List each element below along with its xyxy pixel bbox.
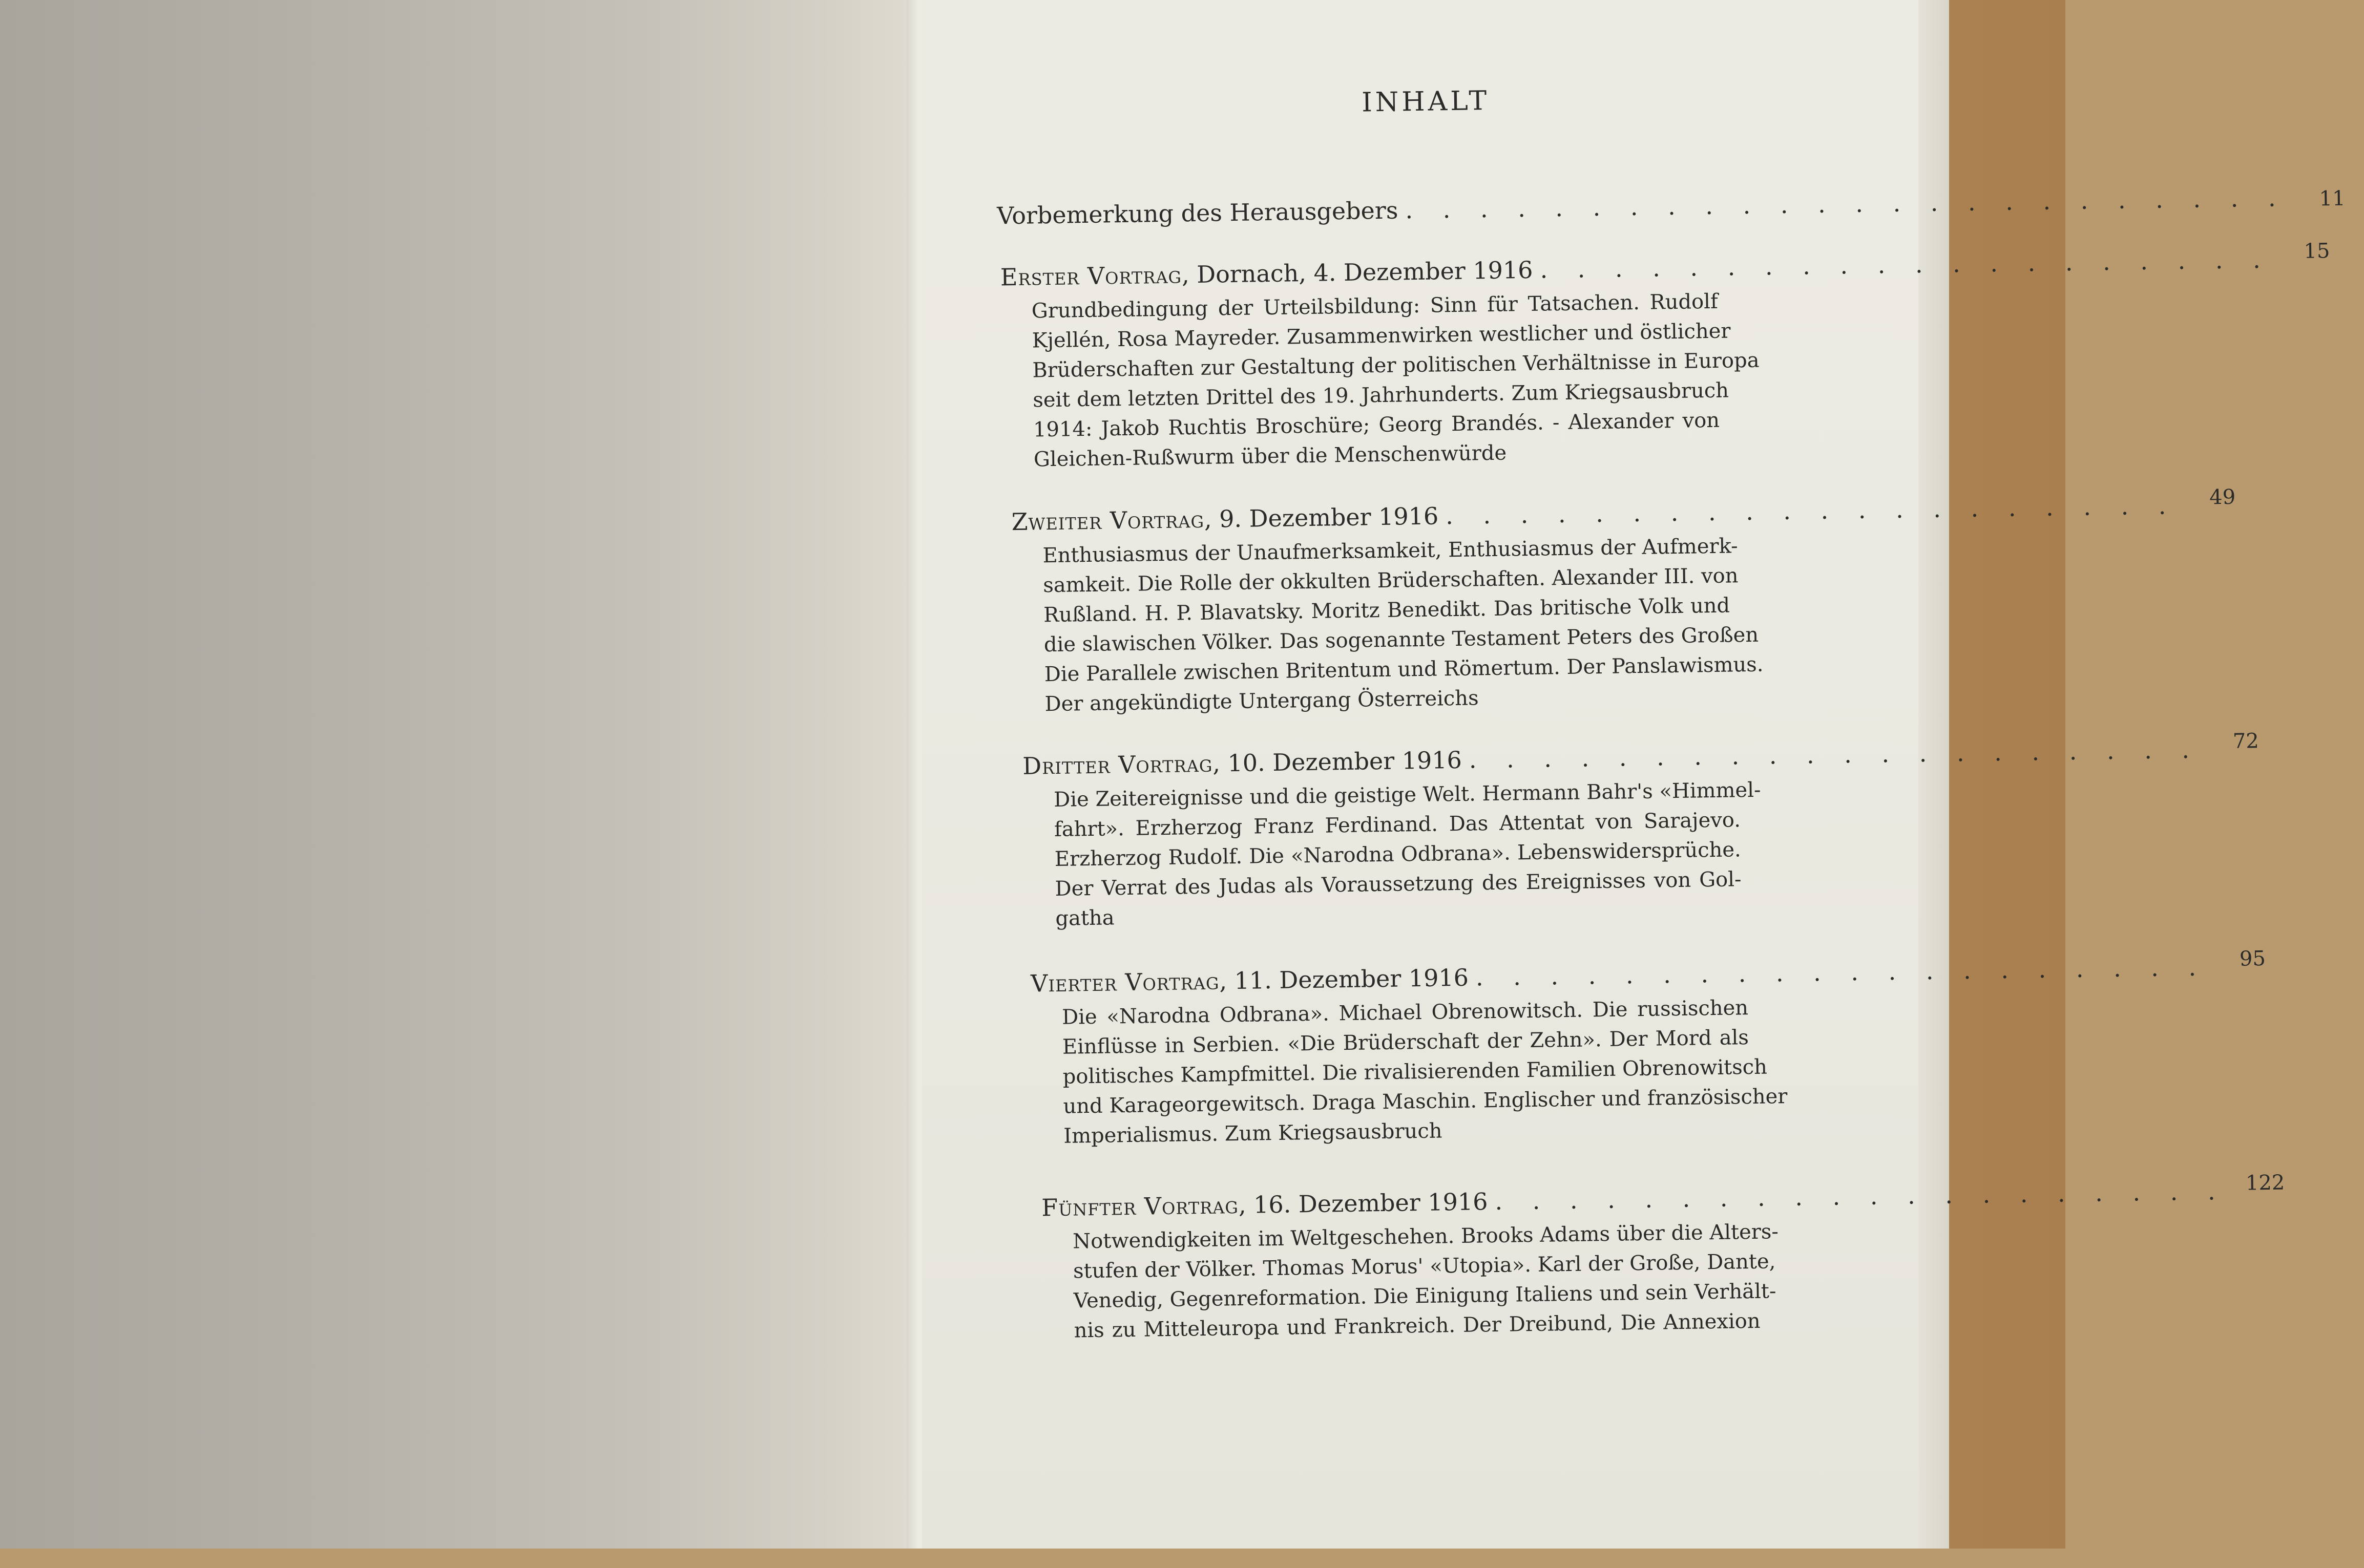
summary-line: Einflüsse in Serbien. «Die Brüderschaft der Zehn». Der Mord als: [1062, 1026, 1749, 1059]
lecture-date: , 10. Dezember 1916: [1212, 746, 1462, 777]
toc-entry-title: Vorbemerkung des Herausgebers: [996, 196, 1398, 230]
summary-line: Die Parallele zwischen Britentum und Römertum. Der Panslawismus.: [1044, 652, 1764, 687]
toc-entry-title: [1022, 744, 1462, 782]
toc-entry-head: [996, 184, 2346, 233]
toc-entry-lecture-2: [1011, 485, 2236, 719]
lecture-label: Vierter Vortrag: [1030, 967, 1220, 998]
summary-line: Die Zeitereignisse und die geistige Welt. Hermann Bahr's «Himmel-: [1053, 778, 1761, 812]
toc-entry-lecture-3: [1022, 729, 2260, 934]
summary-line: Enthusiasmus der Unaufmerksamkeit, Enthusiasmus der Aufmerk-: [1042, 534, 1738, 568]
toc-entry-lecture-5: [1041, 1171, 2285, 1346]
toc-entry-lecture-1: [1000, 239, 2330, 475]
toc-page-number: 49: [2209, 485, 2236, 510]
lecture-date: , 16. Dezember 1916: [1238, 1188, 1488, 1219]
lecture-date: , 9. Dezember 1916: [1204, 502, 1439, 533]
lecture-label: Fünfter Vortrag: [1041, 1191, 1239, 1222]
toc-entry-summary: [1053, 775, 1761, 934]
toc-entry-summary: [1072, 1217, 1779, 1346]
summary-line: Gleichen-Rußwurm über die Menschenwürde: [1033, 441, 1507, 472]
summary-line: stufen der Völker. Thomas Morus' «Utopia». Karl der Große, Dante,: [1073, 1249, 1776, 1283]
summary-line: Der Verrat des Judas als Voraussetzung des Ereignisses von Gol-: [1055, 867, 1742, 901]
summary-line: und Karageorgewitsch. Draga Maschin. Englischer und französischer: [1063, 1085, 1788, 1118]
summary-line: Erzherzog Rudolf. Die «Narodna Odbrana». Lebenswidersprüche.: [1054, 838, 1742, 871]
toc-page-number: 72: [2232, 729, 2260, 753]
leader-dots: . . . . . . . . . . . . . . . . . . . .: [1540, 245, 2272, 284]
toc-page-number: 95: [2239, 946, 2266, 971]
toc-entry-title: [1000, 254, 1533, 293]
toc-entry-summary: [1042, 532, 1764, 719]
toc-page-number: 15: [2304, 239, 2330, 263]
toc-entry-summary: [1061, 993, 1788, 1151]
summary-line: Kjellén, Rosa Mayreder. Zusammenwirken westlicher und östlicher: [1032, 319, 1731, 353]
lecture-date: , Dornach, 4. Dezember 1916: [1181, 256, 1533, 289]
summary-line: samkeit. Die Rolle der okkulten Brüderschaften. Alexander III. von: [1043, 564, 1739, 598]
summary-line: Der angekündigte Untergang Österreichs: [1044, 686, 1479, 716]
lecture-date: , 11. Dezember 1916: [1219, 963, 1469, 995]
toc-page-number: 11: [2319, 186, 2346, 211]
toc-entry-title: [1031, 962, 1469, 1000]
leader-dots: . . . . . . . . . . . . . . . . . . . .: [1445, 492, 2178, 530]
summary-line: fahrt». Erzherzog Franz Ferdinand. Das Attentat von Sarajevo.: [1054, 808, 1741, 841]
summary-line: seit dem letzten Drittel des 19. Jahrhunderts. Zum Kriegsausbruch: [1032, 378, 1729, 412]
summary-line: Rußland. H. P. Blavatsky. Moritz Benedikt. Das britische Volk und: [1043, 594, 1730, 627]
summary-line: politisches Kampfmittel. Die rivalisierenden Familien Obrenowitsch: [1062, 1055, 1768, 1089]
summary-line: nis zu Mitteleuropa und Frankreich. Der Dreibund, Die Annexion: [1074, 1309, 1761, 1343]
lecture-label: Zweiter Vortrag: [1011, 505, 1205, 536]
leader-dots: . . . . . . . . . . . . . . . . . . . . . . . .: [1405, 184, 2287, 224]
summary-line: Brüderschaften zur Gestaltung der politischen Verhältnisse in Europa: [1032, 348, 1760, 383]
summary-line: Venedig, Gegenreformation. Die Einigung Italiens und sein Verhält-: [1073, 1279, 1776, 1313]
toc-page-number: 122: [2245, 1171, 2285, 1195]
summary-line: gatha: [1055, 906, 1115, 930]
toc-entry-preface: [996, 184, 2346, 233]
summary-line: Die «Narodna Odbrana». Michael Obrenowitsch. Die russischen: [1061, 996, 1749, 1029]
lecture-label: Dritter Vortrag: [1022, 749, 1213, 780]
summary-line: die slawischen Völker. Das sogenannte Testament Peters des Großen: [1043, 623, 1759, 657]
toc-entry-title: [1041, 1185, 1488, 1223]
summary-line: Imperialismus. Zum Kriegsausbruch: [1063, 1119, 1442, 1148]
toc-entry-lecture-4: [1030, 946, 2266, 1151]
page-title: INHALT: [1361, 85, 1490, 118]
toc-entry-title: [1011, 500, 1438, 538]
leader-dots: . . . . . . . . . . . . . . . . . . . .: [1469, 735, 2201, 774]
summary-line: Grundbedingung der Urteilsbildung: Sinn für Tatsachen. Rudolf: [1031, 289, 1719, 323]
leader-dots: . . . . . . . . . . . . . . . . . . . .: [1495, 1177, 2227, 1216]
leader-dots: . . . . . . . . . . . . . . . . . . . .: [1475, 953, 2208, 991]
summary-line: 1914: Jakob Ruchtis Broschüre; Georg Brandés. - Alexander von: [1033, 408, 1720, 442]
toc-entry-summary: [1031, 287, 1760, 475]
summary-line: Notwendigkeiten im Weltgeschehen. Brooks Adams über die Alters-: [1072, 1220, 1779, 1254]
lecture-label: Erster Vortrag: [1000, 261, 1182, 291]
